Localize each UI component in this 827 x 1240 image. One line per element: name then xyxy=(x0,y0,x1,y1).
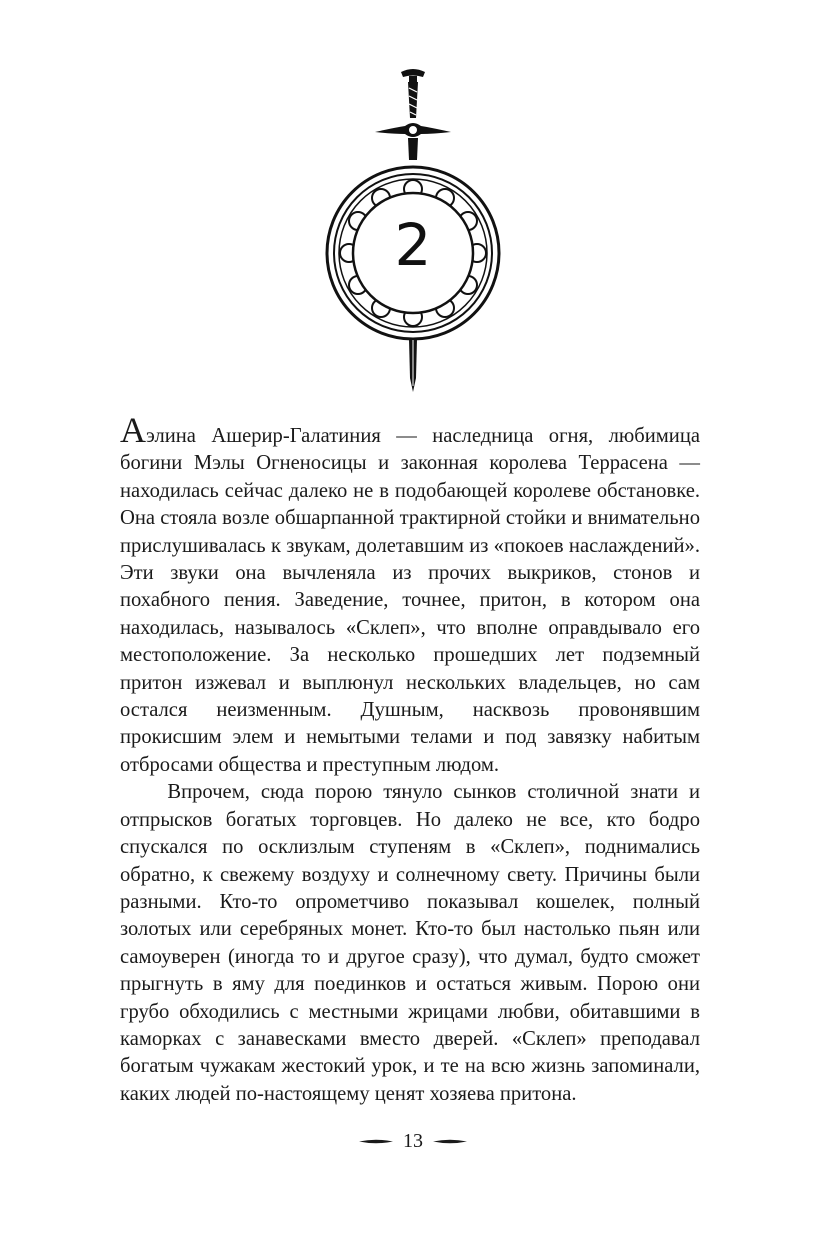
footer-ornament-left-icon xyxy=(359,1138,393,1145)
chapter-number: 2 xyxy=(394,211,432,279)
page-footer xyxy=(313,1124,513,1158)
page-number: 13 xyxy=(403,1129,423,1152)
chapter-body xyxy=(120,410,700,1108)
paragraph-1 xyxy=(120,410,700,779)
footer-ornament-right-icon xyxy=(433,1138,467,1145)
paragraph-1-text: элина Ашерир-Галатиния — наследница огня, любимица богини Мэлы Огненосицы и законная королева Террасена — находилась сейчас далеко не в подобающей королеве обстановке. Она стояла возле обшарпанной трактирной стойки и внимательно прислушивалась к звукам, долетавшим из «покоев наслаждений». Эти звуки она вычленяла из прочих выкриков, стонов и похабного пения. Заведение, точнее, притон, в котором она находилась, называлось «Склеп», что вполне оправдывало его местоположение. За несколько прошедших лет подземный притон изжевал и выплюнул нескольких владельцев, но сам остался неизменным. Душным, насквозь провонявшим прокисшим элем и немытыми телами и под завязку набитым отбросами общества и преступным людом. xyxy=(120,425,700,776)
paragraph-2: Впрочем, сюда порою тянуло сынков столичной знати и отпрысков богатых торговцев. Но далеко не все, кто бодро спускался по осклизлым ступеням в «Склеп», поднимались обратно, к свежему воздуху и солнечному свету. Причины были разными. Кто-то опрометчиво показывал кошелек, полный золотых или серебряных монет. Кто-то был настолько пьян или самоуверен (иногда то и другое сразу), что думал, будто сможет прыгнуть в яму для поединков и остаться живым. Порою они грубо обходились с местными жрицами любви, обитавшими в каморках с занавесками вместо дверей. «Склеп» преподавал богатым чужакам жестокий урок, и те на всю жизнь запоминали, каких людей по-настоящему ценят хозяева притона. xyxy=(120,781,700,1105)
drop-cap: А xyxy=(120,410,146,450)
